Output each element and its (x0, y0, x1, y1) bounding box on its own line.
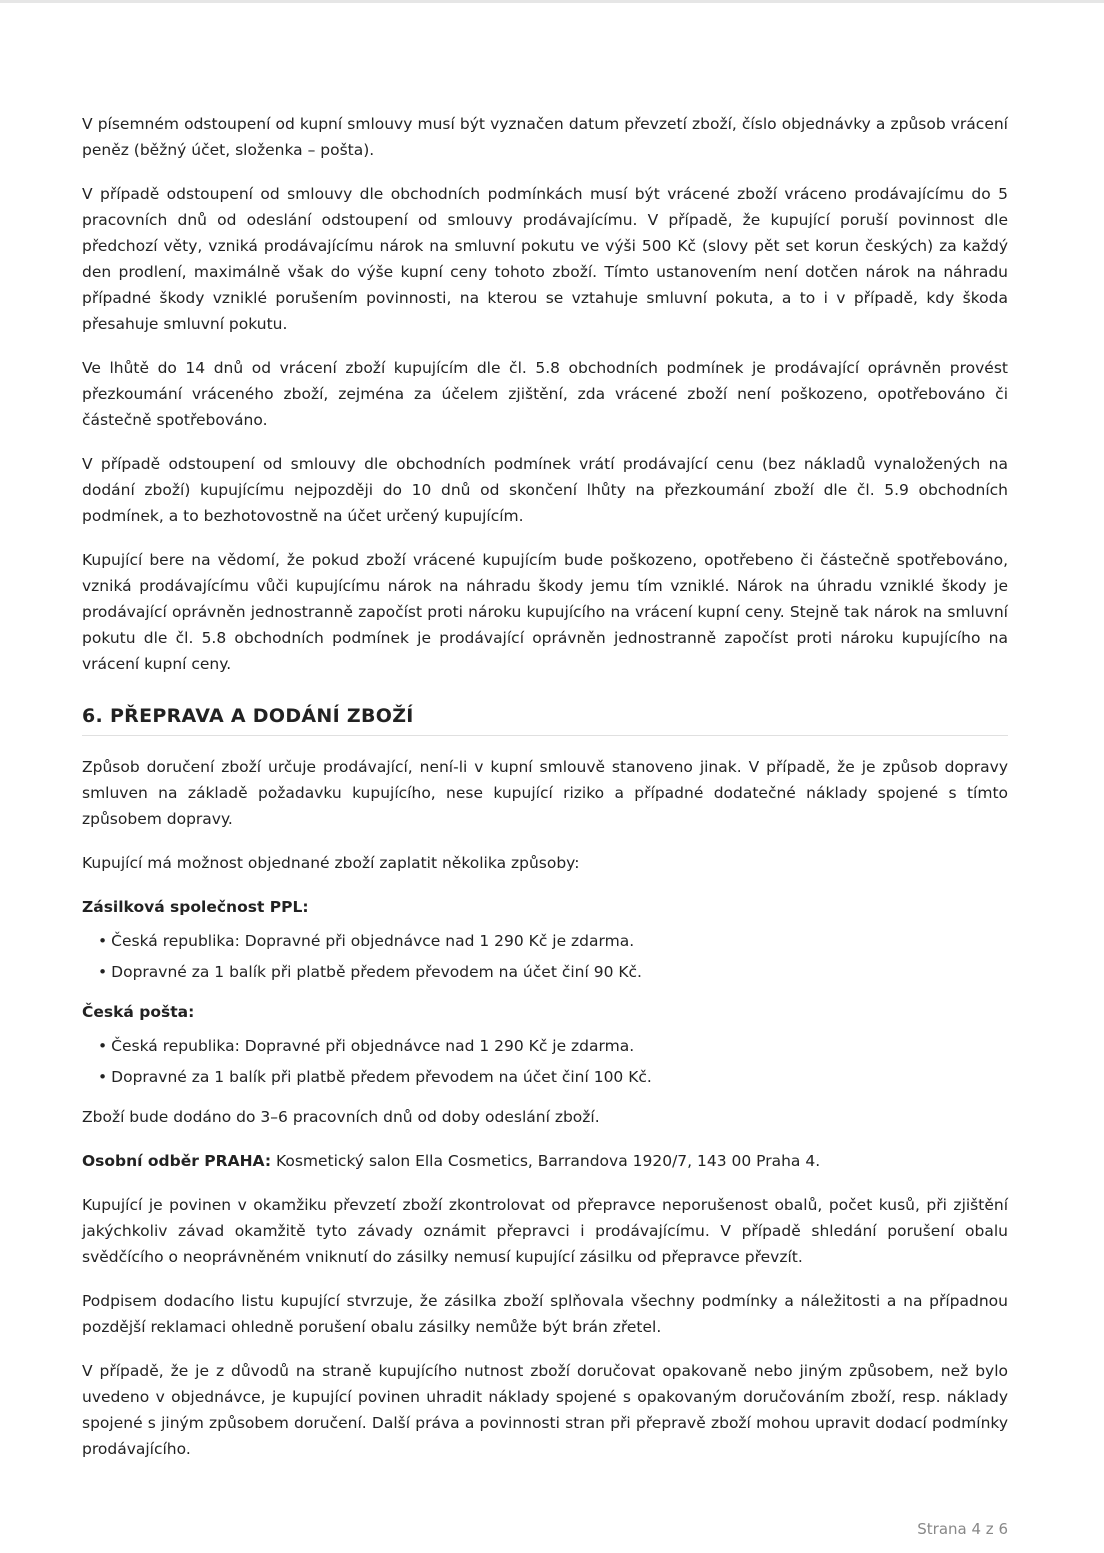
list-item: • Česká republika: Dopravné při objednávce nad 1 290 Kč je zdarma. (98, 1037, 635, 1055)
ppl-list (82, 928, 1008, 985)
paragraph-return-deadline: V případě odstoupení od smlouvy dle obchodních podmínkách musí být vrácené zboží vráceno prodávajícímu do 5 pracovních dnů od odeslání odstoupení od smlouvy prodávajícímu. V případě, že kupující poruší povinnost dle předchozí věty, vzniká prodávajícímu nárok na smluvní pokutu ve výši 500 Kč (slovy pět set korun českých) za každý den prodlení, maximálně však do výše kupní ceny tohoto zboží. Tímto ustanovením není dotčen nárok na náhradu případné škody vzniklé porušením povinnosti, na kterou se vztahuje smluvní pokuta, a to i v případě, kdy škoda přesahuje smluvní pokutu. (82, 185, 1008, 333)
paragraph-refund: V případě odstoupení od smlouvy dle obchodních podmínek vrátí prodávající cenu (bez nákladů vynaložených na dodání zboží) kupujícímu nejpozději do 10 dnů od skončení lhůty na přezkoumání zboží dle čl. 5.9 obchodních podmínek, a to bezhotovostně na účet určený kupujícím. (82, 455, 1008, 525)
bullet-icon: • (98, 1037, 108, 1055)
bullet-icon: • (98, 1068, 108, 1086)
paragraph-delivery-method: Způsob doručení zboží určuje prodávající, není-li v kupní smlouvě stanoveno jinak. V případě, že je způsob dopravy smluven na základě požadavku kupujícího, nese kupující riziko a případné dodatečné náklady spojené s tímto způsobem dopravy. (82, 758, 1008, 828)
paragraph-inspection: Ve lhůtě do 14 dnů od vrácení zboží kupujícím dle čl. 5.8 obchodních podmínek je prodávající oprávněn provést přezkoumání vráceného zboží, zejména za účelem zjištění, zda vrácené zboží není poškozeno, opotřebováno či částečně spotřebováno. (82, 359, 1008, 429)
paragraph-withdrawal-details: V písemném odstoupení od kupní smlouvy musí být vyznačen datum převzetí zboží, číslo objednávky a způsob vrácení peněz (běžný účet, složenka – pošta). (82, 115, 1008, 159)
posta-title: Česká pošta: (82, 1003, 195, 1021)
paragraph-damage: Kupující bere na vědomí, že pokud zboží vrácené kupujícím bude poškozeno, opotřebeno či částečně spotřebováno, vzniká prodávajícímu vůči kupujícímu nárok na náhradu škody jemu tím vzniklé. Nárok na úhradu vzniklé škody je prodávající oprávněn jednostranně započíst proti nároku kupujícího na vrácení kupní ceny. Stejně tak nárok na smluvní pokutu dle čl. 5.8 obchodních podmínek je prodávající oprávněn jednostranně započíst proti nároku kupujícího na vrácení kupní ceny. (82, 551, 1008, 673)
paragraph-delivery-note: Podpisem dodacího listu kupující stvrzuje, že zásilka zboží splňovala všechny podmínky a náležitosti a na případnou pozdější reklamaci ohledně porušení obalu zásilky nemůže být brán zřetel. (82, 1292, 1008, 1336)
ppl-title: Zásilková společnost PPL: (82, 898, 309, 916)
bullet-icon: • (98, 963, 108, 981)
top-border (0, 0, 1104, 3)
paragraph-payment-intro: Kupující má možnost objednané zboží zaplatit několika způsoby: (82, 854, 580, 872)
paragraph-pickup (82, 1148, 1008, 1174)
document-page (82, 111, 1008, 1480)
paragraph-delivery-time: Zboží bude dodáno do 3–6 pracovních dnů od doby odeslání zboží. (82, 1108, 600, 1126)
paragraph-inspection-on-receipt: Kupující je povinen v okamžiku převzetí zboží zkontrolovat od přepravce neporušenost obalů, počet kusů, při zjištění jakýchkoliv závad okamžitě tyto závady oznámit přepravci i prodávajícímu. V případě shledání porušení obalu svědčícího o neoprávněném vniknutí do zásilky nemusí kupující zásilku od přepravce převzít. (82, 1196, 1008, 1266)
section-heading: 6. PŘEPRAVA A DODÁNÍ ZBOŽÍ (82, 703, 1008, 736)
pickup-label: Osobní odběr PRAHA: (82, 1152, 272, 1170)
page-number: Strana 4 z 6 (917, 1520, 1008, 1538)
list-item: • Dopravné za 1 balík při platbě předem převodem na účet činí 90 Kč. (98, 963, 642, 981)
bullet-icon: • (98, 932, 108, 950)
list-item: • Dopravné za 1 balík při platbě předem převodem na účet činí 100 Kč. (98, 1068, 652, 1086)
paragraph-repeated-delivery: V případě, že je z důvodů na straně kupujícího nutnost zboží doručovat opakovaně nebo jiným způsobem, než bylo uvedeno v objednávce, je kupující povinen uhradit náklady spojené s opakovaným doručováním zboží, resp. náklady spojené s jiným způsobem doručení. Další práva a povinnosti stran při přepravě zboží mohou upravit dodací podmínky prodávajícího. (82, 1362, 1008, 1458)
pickup-address: Kosmetický salon Ella Cosmetics, Barrandova 1920/7, 143 00 Praha 4. (271, 1152, 821, 1170)
posta-list (82, 1033, 1008, 1090)
list-item: • Česká republika: Dopravné při objednávce nad 1 290 Kč je zdarma. (98, 932, 635, 950)
